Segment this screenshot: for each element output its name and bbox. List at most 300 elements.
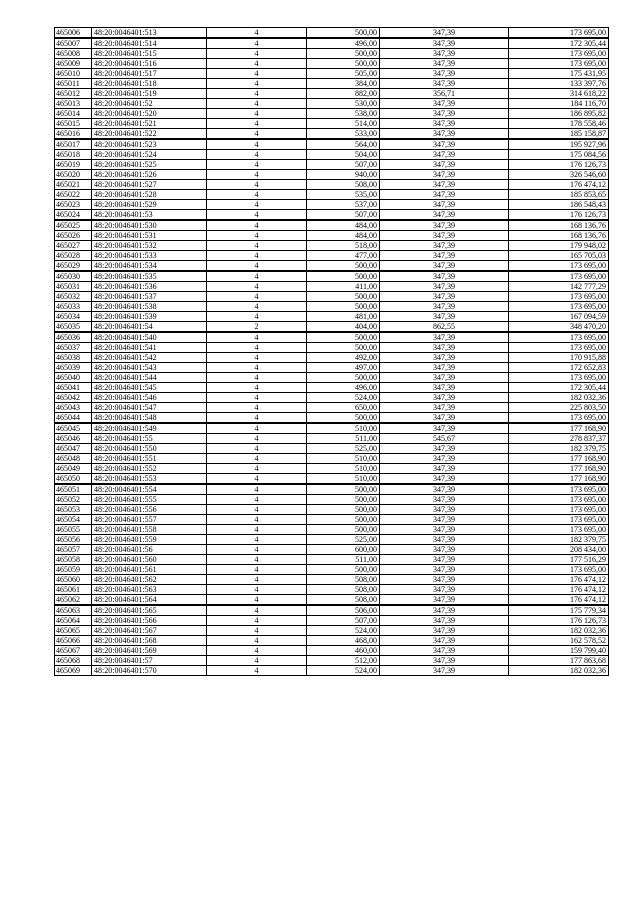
cadastral-number-cell: 48:20:0046401:527 (92, 180, 207, 190)
row-number-cell: 465014 (55, 109, 92, 119)
specific-value-cell: 347,39 (380, 605, 509, 616)
specific-value-cell: 347,39 (380, 585, 509, 595)
cadastral-number-cell: 48:20:0046401:563 (92, 585, 207, 595)
table-row (55, 646, 609, 656)
specific-value-cell: 347,39 (380, 28, 509, 39)
cadastral-number-cell: 48:20:0046401:567 (92, 626, 207, 636)
cadastral-number-cell: 48:20:0046401:541 (92, 343, 207, 353)
cadastral-number-cell: 48:20:0046401:564 (92, 595, 207, 606)
category-code-cell: 4 (207, 353, 307, 363)
cadastral-number-cell: 48:20:0046401:557 (92, 515, 207, 525)
cadastral-number-cell: 48:20:0046401:526 (92, 170, 207, 180)
cadastral-value-cell: 173 695,00 (509, 271, 609, 282)
table-row (55, 332, 609, 343)
area-value-cell: 510,00 (307, 454, 380, 464)
row-number-cell: 465059 (55, 565, 92, 575)
cadastral-number-cell: 48:20:0046401:546 (92, 393, 207, 403)
table-row (55, 464, 609, 474)
cadastral-number-cell: 48:20:0046401:536 (92, 282, 207, 292)
area-value-cell: 500,00 (307, 505, 380, 515)
row-number-cell: 465040 (55, 373, 92, 383)
category-code-cell: 4 (207, 89, 307, 99)
row-number-cell: 465035 (55, 322, 92, 333)
area-value-cell: 484,00 (307, 220, 380, 231)
table-row (55, 525, 609, 535)
cadastral-value-cell: 172 652,83 (509, 363, 609, 373)
cadastral-value-cell: 176 474,12 (509, 575, 609, 585)
table-row (55, 626, 609, 636)
cadastral-number-cell: 48:20:0046401:562 (92, 575, 207, 585)
table-row (55, 585, 609, 595)
cadastral-number-cell: 48:20:0046401:513 (92, 28, 207, 39)
row-number-cell: 465048 (55, 454, 92, 464)
area-value-cell: 500,00 (307, 525, 380, 535)
table-row (55, 99, 609, 109)
category-code-cell: 4 (207, 595, 307, 606)
table-row (55, 139, 609, 150)
specific-value-cell: 347,39 (380, 565, 509, 575)
cadastral-value-cell: 186 895,82 (509, 109, 609, 119)
table-row (55, 353, 609, 363)
row-number-cell: 465038 (55, 353, 92, 363)
row-number-cell: 465060 (55, 575, 92, 585)
area-value-cell: 492,00 (307, 353, 380, 363)
row-number-cell: 465062 (55, 595, 92, 606)
cadastral-number-cell: 48:20:0046401:529 (92, 200, 207, 210)
category-code-cell: 4 (207, 261, 307, 272)
row-number-cell: 465028 (55, 251, 92, 261)
cadastral-number-cell: 48:20:0046401:566 (92, 616, 207, 626)
category-code-cell: 4 (207, 363, 307, 373)
specific-value-cell: 347,39 (380, 636, 509, 646)
specific-value-cell: 347,39 (380, 251, 509, 261)
category-code-cell: 4 (207, 454, 307, 464)
specific-value-cell: 347,39 (380, 332, 509, 343)
row-number-cell: 465033 (55, 302, 92, 312)
cadastral-number-cell: 48:20:0046401:545 (92, 383, 207, 393)
specific-value-cell: 347,39 (380, 150, 509, 160)
cadastral-value-cell: 173 695,00 (509, 525, 609, 535)
cadastral-number-cell: 48:20:0046401:525 (92, 160, 207, 170)
row-number-cell: 465007 (55, 38, 92, 49)
table-row (55, 454, 609, 464)
specific-value-cell: 347,39 (380, 231, 509, 241)
category-code-cell: 4 (207, 251, 307, 261)
row-number-cell: 465019 (55, 160, 92, 170)
row-number-cell: 465041 (55, 383, 92, 393)
cadastral-value-cell: 225 803,50 (509, 403, 609, 413)
row-number-cell: 465026 (55, 231, 92, 241)
category-code-cell: 4 (207, 646, 307, 656)
specific-value-cell: 347,39 (380, 129, 509, 140)
specific-value-cell: 347,39 (380, 454, 509, 464)
specific-value-cell: 347,39 (380, 413, 509, 424)
category-code-cell: 4 (207, 555, 307, 565)
cadastral-number-cell: 48:20:0046401:524 (92, 150, 207, 160)
cadastral-value-cell: 177 863,68 (509, 656, 609, 666)
cadastral-number-cell: 48:20:0046401:555 (92, 495, 207, 505)
row-number-cell: 465010 (55, 69, 92, 79)
category-code-cell: 4 (207, 282, 307, 292)
specific-value-cell: 347,39 (380, 312, 509, 322)
category-code-cell: 4 (207, 190, 307, 200)
specific-value-cell: 347,39 (380, 656, 509, 666)
cadastral-value-cell: 348 470,20 (509, 322, 609, 333)
table-row (55, 474, 609, 485)
category-code-cell: 4 (207, 575, 307, 585)
cadastral-number-cell: 48:20:0046401:537 (92, 292, 207, 302)
area-value-cell: 538,00 (307, 109, 380, 119)
area-value-cell: 511,00 (307, 555, 380, 565)
row-number-cell: 465008 (55, 49, 92, 59)
cadastral-value-cell: 173 695,00 (509, 495, 609, 505)
area-value-cell: 404,00 (307, 322, 380, 333)
cadastral-number-cell: 48:20:0046401:515 (92, 49, 207, 59)
category-code-cell: 4 (207, 69, 307, 79)
cadastral-number-cell: 48:20:0046401:56 (92, 545, 207, 555)
area-value-cell: 484,00 (307, 231, 380, 241)
cadastral-number-cell: 48:20:0046401:543 (92, 363, 207, 373)
cadastral-value-cell: 184 116,70 (509, 99, 609, 109)
cadastral-value-cell: 182 379,75 (509, 444, 609, 454)
cadastral-value-table (54, 27, 609, 676)
table-row (55, 241, 609, 251)
cadastral-value-cell: 185 158,87 (509, 129, 609, 140)
category-code-cell: 4 (207, 656, 307, 666)
cadastral-number-cell: 48:20:0046401:544 (92, 373, 207, 383)
area-value-cell: 500,00 (307, 413, 380, 424)
table-row (55, 484, 609, 495)
cadastral-value-cell: 177 516,29 (509, 555, 609, 565)
specific-value-cell: 347,39 (380, 495, 509, 505)
cadastral-value-cell: 173 695,00 (509, 28, 609, 39)
area-value-cell: 500,00 (307, 373, 380, 383)
category-code-cell: 4 (207, 525, 307, 535)
cadastral-value-cell: 278 837,37 (509, 434, 609, 444)
specific-value-cell: 347,39 (380, 666, 509, 676)
cadastral-value-cell: 173 695,00 (509, 302, 609, 312)
specific-value-cell: 347,39 (380, 271, 509, 282)
cadastral-value-cell: 177 168,90 (509, 454, 609, 464)
cadastral-number-cell: 48:20:0046401:532 (92, 241, 207, 251)
cadastral-value-cell: 176 126,73 (509, 210, 609, 221)
table-row (55, 322, 609, 333)
table-row (55, 170, 609, 180)
specific-value-cell: 347,39 (380, 79, 509, 89)
specific-value-cell: 347,39 (380, 139, 509, 150)
table-row (55, 545, 609, 555)
specific-value-cell: 356,71 (380, 89, 509, 99)
cadastral-value-cell: 186 548,43 (509, 200, 609, 210)
category-code-cell: 4 (207, 170, 307, 180)
cadastral-number-cell: 48:20:0046401:553 (92, 474, 207, 485)
specific-value-cell: 347,39 (380, 555, 509, 565)
category-code-cell: 4 (207, 210, 307, 221)
table-row (55, 565, 609, 575)
category-code-cell: 4 (207, 231, 307, 241)
cadastral-number-cell: 48:20:0046401:521 (92, 119, 207, 129)
cadastral-value-cell: 167 094,59 (509, 312, 609, 322)
cadastral-value-cell: 176 474,12 (509, 595, 609, 606)
row-number-cell: 465054 (55, 515, 92, 525)
specific-value-cell: 347,39 (380, 160, 509, 170)
category-code-cell: 4 (207, 535, 307, 545)
area-value-cell: 525,00 (307, 535, 380, 545)
area-value-cell: 940,00 (307, 170, 380, 180)
specific-value-cell: 347,39 (380, 343, 509, 353)
category-code-cell: 4 (207, 109, 307, 119)
category-code-cell: 4 (207, 666, 307, 676)
area-value-cell: 500,00 (307, 484, 380, 495)
row-number-cell: 465020 (55, 170, 92, 180)
cadastral-value-cell: 195 927,96 (509, 139, 609, 150)
category-code-cell: 4 (207, 616, 307, 626)
area-value-cell: 496,00 (307, 383, 380, 393)
cadastral-number-cell: 48:20:0046401:523 (92, 139, 207, 150)
specific-value-cell: 347,39 (380, 383, 509, 393)
area-value-cell: 500,00 (307, 261, 380, 272)
area-value-cell: 882,00 (307, 89, 380, 99)
cadastral-value-cell: 185 853,65 (509, 190, 609, 200)
cadastral-value-cell: 176 474,12 (509, 585, 609, 595)
cadastral-number-cell: 48:20:0046401:52 (92, 99, 207, 109)
cadastral-number-cell: 48:20:0046401:550 (92, 444, 207, 454)
specific-value-cell: 347,39 (380, 535, 509, 545)
specific-value-cell: 347,39 (380, 616, 509, 626)
cadastral-number-cell: 48:20:0046401:547 (92, 403, 207, 413)
row-number-cell: 465012 (55, 89, 92, 99)
category-code-cell: 4 (207, 464, 307, 474)
category-code-cell: 4 (207, 444, 307, 454)
area-value-cell: 564,00 (307, 139, 380, 150)
category-code-cell: 4 (207, 605, 307, 616)
cadastral-value-cell: 173 695,00 (509, 413, 609, 424)
category-code-cell: 4 (207, 393, 307, 403)
table-row (55, 434, 609, 444)
cadastral-number-cell: 48:20:0046401:560 (92, 555, 207, 565)
row-number-cell: 465029 (55, 261, 92, 272)
row-number-cell: 465009 (55, 59, 92, 69)
cadastral-number-cell: 48:20:0046401:538 (92, 302, 207, 312)
category-code-cell: 4 (207, 312, 307, 322)
table-row (55, 595, 609, 606)
category-code-cell: 4 (207, 495, 307, 505)
row-number-cell: 465015 (55, 119, 92, 129)
row-number-cell: 465018 (55, 150, 92, 160)
specific-value-cell: 347,39 (380, 444, 509, 454)
cadastral-number-cell: 48:20:0046401:528 (92, 190, 207, 200)
table-row (55, 89, 609, 99)
cadastral-value-cell: 173 695,00 (509, 261, 609, 272)
category-code-cell: 4 (207, 28, 307, 39)
table-row (55, 383, 609, 393)
area-value-cell: 533,00 (307, 129, 380, 140)
cadastral-value-cell: 173 695,00 (509, 484, 609, 495)
table-row (55, 535, 609, 545)
cadastral-value-cell: 173 695,00 (509, 49, 609, 59)
cadastral-value-cell: 173 695,00 (509, 505, 609, 515)
specific-value-cell: 347,39 (380, 170, 509, 180)
area-value-cell: 530,00 (307, 99, 380, 109)
cadastral-number-cell: 48:20:0046401:540 (92, 332, 207, 343)
table-row (55, 69, 609, 79)
area-value-cell: 524,00 (307, 666, 380, 676)
cadastral-number-cell: 48:20:0046401:54 (92, 322, 207, 333)
row-number-cell: 465050 (55, 474, 92, 485)
row-number-cell: 465053 (55, 505, 92, 515)
cadastral-number-cell: 48:20:0046401:516 (92, 59, 207, 69)
row-number-cell: 465055 (55, 525, 92, 535)
specific-value-cell: 347,39 (380, 403, 509, 413)
area-value-cell: 537,00 (307, 200, 380, 210)
category-code-cell: 4 (207, 505, 307, 515)
category-code-cell: 4 (207, 545, 307, 555)
cadastral-number-cell: 48:20:0046401:558 (92, 525, 207, 535)
cadastral-number-cell: 48:20:0046401:570 (92, 666, 207, 676)
specific-value-cell: 347,39 (380, 292, 509, 302)
area-value-cell: 384,00 (307, 79, 380, 89)
row-number-cell: 465056 (55, 535, 92, 545)
row-number-cell: 465051 (55, 484, 92, 495)
specific-value-cell: 347,39 (380, 393, 509, 403)
area-value-cell: 500,00 (307, 332, 380, 343)
cadastral-number-cell: 48:20:0046401:53 (92, 210, 207, 221)
row-number-cell: 465049 (55, 464, 92, 474)
table-row (55, 616, 609, 626)
cadastral-value-cell: 173 695,00 (509, 515, 609, 525)
area-value-cell: 535,00 (307, 190, 380, 200)
category-code-cell: 4 (207, 38, 307, 49)
table-row (55, 180, 609, 190)
cadastral-number-cell: 48:20:0046401:539 (92, 312, 207, 322)
specific-value-cell: 347,39 (380, 261, 509, 272)
cadastral-value-cell: 133 397,76 (509, 79, 609, 89)
cadastral-number-cell: 48:20:0046401:559 (92, 535, 207, 545)
cadastral-value-cell: 170 915,88 (509, 353, 609, 363)
cadastral-number-cell: 48:20:0046401:514 (92, 38, 207, 49)
table-row (55, 515, 609, 525)
cadastral-value-cell: 176 126,73 (509, 616, 609, 626)
category-code-cell: 4 (207, 474, 307, 485)
cadastral-value-cell: 173 695,00 (509, 332, 609, 343)
cadastral-number-cell: 48:20:0046401:561 (92, 565, 207, 575)
category-code-cell: 4 (207, 434, 307, 444)
cadastral-number-cell: 48:20:0046401:565 (92, 605, 207, 616)
category-code-cell: 4 (207, 99, 307, 109)
area-value-cell: 500,00 (307, 565, 380, 575)
row-number-cell: 465058 (55, 555, 92, 565)
specific-value-cell: 347,39 (380, 210, 509, 221)
cadastral-number-cell: 48:20:0046401:548 (92, 413, 207, 424)
cadastral-number-cell: 48:20:0046401:534 (92, 261, 207, 272)
row-number-cell: 465069 (55, 666, 92, 676)
category-code-cell: 4 (207, 139, 307, 150)
area-value-cell: 500,00 (307, 302, 380, 312)
area-value-cell: 508,00 (307, 585, 380, 595)
cadastral-value-cell: 168 136,76 (509, 220, 609, 231)
area-value-cell: 500,00 (307, 343, 380, 353)
table-row (55, 28, 609, 39)
table-row (55, 292, 609, 302)
table-row (55, 302, 609, 312)
table-row (55, 150, 609, 160)
table-row (55, 575, 609, 585)
area-value-cell: 500,00 (307, 515, 380, 525)
cadastral-value-cell: 142 777,29 (509, 282, 609, 292)
category-code-cell: 4 (207, 150, 307, 160)
category-code-cell: 4 (207, 343, 307, 353)
table-row (55, 251, 609, 261)
row-number-cell: 465016 (55, 129, 92, 140)
cadastral-value-cell: 208 434,00 (509, 545, 609, 555)
table-row (55, 393, 609, 403)
area-value-cell: 481,00 (307, 312, 380, 322)
area-value-cell: 508,00 (307, 595, 380, 606)
row-number-cell: 465044 (55, 413, 92, 424)
category-code-cell: 4 (207, 302, 307, 312)
table-row (55, 555, 609, 565)
cadastral-value-cell: 176 126,73 (509, 160, 609, 170)
row-number-cell: 465047 (55, 444, 92, 454)
cadastral-number-cell: 48:20:0046401:549 (92, 423, 207, 434)
cadastral-value-cell: 173 695,00 (509, 343, 609, 353)
area-value-cell: 500,00 (307, 28, 380, 39)
specific-value-cell: 347,39 (380, 505, 509, 515)
row-number-cell: 465042 (55, 393, 92, 403)
cadastral-value-cell: 177 168,90 (509, 423, 609, 434)
area-value-cell: 505,00 (307, 69, 380, 79)
row-number-cell: 465046 (55, 434, 92, 444)
specific-value-cell: 347,39 (380, 515, 509, 525)
cadastral-number-cell: 48:20:0046401:517 (92, 69, 207, 79)
area-value-cell: 507,00 (307, 616, 380, 626)
category-code-cell: 4 (207, 373, 307, 383)
specific-value-cell: 347,39 (380, 626, 509, 636)
specific-value-cell: 347,39 (380, 282, 509, 292)
specific-value-cell: 347,39 (380, 545, 509, 555)
row-number-cell: 465027 (55, 241, 92, 251)
area-value-cell: 510,00 (307, 474, 380, 485)
cadastral-value-cell: 175 084,56 (509, 150, 609, 160)
area-value-cell: 496,00 (307, 38, 380, 49)
category-code-cell: 4 (207, 292, 307, 302)
specific-value-cell: 347,39 (380, 119, 509, 129)
table-row (55, 282, 609, 292)
row-number-cell: 465022 (55, 190, 92, 200)
row-number-cell: 465045 (55, 423, 92, 434)
row-number-cell: 465025 (55, 220, 92, 231)
row-number-cell: 465006 (55, 28, 92, 39)
specific-value-cell: 347,39 (380, 464, 509, 474)
cadastral-value-cell: 326 546,60 (509, 170, 609, 180)
category-code-cell: 4 (207, 79, 307, 89)
cadastral-number-cell: 48:20:0046401:542 (92, 353, 207, 363)
cadastral-value-cell: 172 305,44 (509, 38, 609, 49)
area-value-cell: 497,00 (307, 363, 380, 373)
category-code-cell: 4 (207, 423, 307, 434)
row-number-cell: 465065 (55, 626, 92, 636)
cadastral-value-cell: 176 474,12 (509, 180, 609, 190)
category-code-cell: 4 (207, 626, 307, 636)
area-value-cell: 508,00 (307, 575, 380, 585)
specific-value-cell: 347,39 (380, 575, 509, 585)
category-code-cell: 4 (207, 565, 307, 575)
cadastral-number-cell: 48:20:0046401:531 (92, 231, 207, 241)
area-value-cell: 600,00 (307, 545, 380, 555)
table-row (55, 38, 609, 49)
row-number-cell: 465032 (55, 292, 92, 302)
area-value-cell: 514,00 (307, 119, 380, 129)
